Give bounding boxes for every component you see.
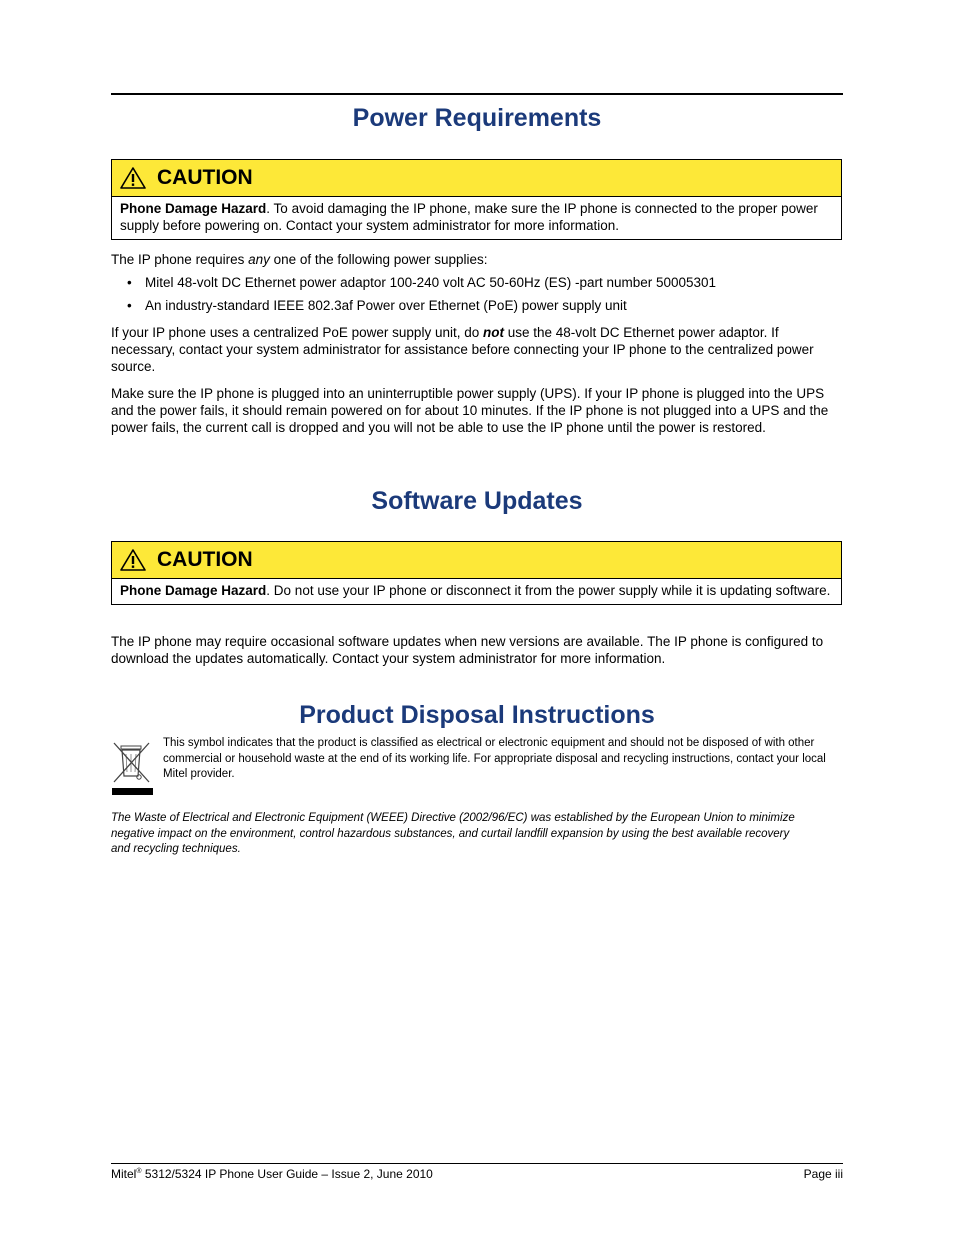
- poe-text-emphasis: not: [482, 325, 504, 340]
- software-caution-text: [112, 579, 841, 604]
- disposal-symbol-text: This symbol indicates that the product is classified as electrical or electronic equipment and should not be disposed of with other commercial or household waste at the end of its working life. For appropriate disposal and recycling instructions, contact your local Mitel provider.: [163, 737, 826, 781]
- power-caution-detail: . To avoid damaging the IP phone, make sure the IP phone is connected to the proper power supply before powering on. Contact your system administrator for more information.: [120, 201, 818, 233]
- crossed-out-wheelie-bin-icon: [111, 740, 155, 798]
- poe-text-start: If your IP phone uses a centralized PoE power supply unit, do: [111, 325, 483, 340]
- power-intro: [111, 251, 841, 268]
- poe-text-end: use the 48-volt DC Ethernet power adaptor. If necessary, contact your system administrator for assistance before connecting your IP phone to the centralized power source.: [111, 325, 814, 374]
- power-intro-start: The IP phone requires: [111, 252, 249, 267]
- software-paragraph: The IP phone may require occasional software updates when new versions are available. The IP phone is configured to download the updates automatically. Contact your system administrator for more information.: [111, 634, 824, 666]
- footer-title-text: 5312/5324 IP Phone User Guide – Issue 2, June 2010: [141, 1167, 433, 1181]
- warning-triangle-icon: [120, 549, 146, 571]
- software-updates-heading: Software Updates: [371, 487, 583, 515]
- software-caution-box: [111, 541, 842, 605]
- software-caution-detail: . Do not use your IP phone or disconnect it from the power supply while it is updating software.: [266, 583, 831, 598]
- power-caution-box: [111, 159, 842, 240]
- page-number: Page iii: [803, 1167, 843, 1181]
- product-disposal-heading: Product Disposal Instructions: [299, 701, 655, 729]
- power-supply-list: [111, 274, 841, 320]
- top-rule: [111, 93, 843, 95]
- power-requirements-heading: Power Requirements: [352, 104, 602, 132]
- registered-mark: ®: [136, 1168, 142, 1175]
- ups-paragraph: Make sure the IP phone is plugged into an uninterruptible power supply (UPS). If your IP phone is plugged into the UPS and the power fails, it should remain powered on for about 10 minutes. If the IP phone is not plugged into a UPS and the power fails, the current call is dropped and you will not be able to use the IP phone until the power is restored.: [111, 386, 829, 435]
- poe-paragraph: [111, 324, 841, 375]
- power-caution-text: [112, 197, 841, 239]
- power-intro-end: one of the following power supplies:: [269, 252, 488, 267]
- software-caution-title: CAUTION: [157, 548, 253, 571]
- list-item: • An industry-standard IEEE 802.3af Power over Ethernet (PoE) power supply unit: [111, 297, 841, 320]
- warning-triangle-icon: [120, 167, 146, 189]
- software-caution-header: [112, 542, 841, 579]
- power-caution-header: [112, 160, 841, 197]
- power-intro-emphasis: any: [248, 252, 270, 267]
- footer-rule: [111, 1163, 843, 1164]
- footer-brand: Mitel: [111, 1167, 137, 1181]
- footer-document-title: [111, 1167, 433, 1181]
- weee-directive-text: The Waste of Electrical and Electronic Equipment (WEEE) Directive (2002/96/EC) was established by the European Union to minimize negative impact on the environment, control hazardous substances, and curtail landfill expansion by using the best available recovery and recycling techniques.: [111, 812, 795, 856]
- software-caution-lead: Phone Damage Hazard: [120, 583, 267, 598]
- power-caution-title: CAUTION: [157, 166, 253, 189]
- power-caution-lead: Phone Damage Hazard: [120, 201, 267, 216]
- list-item: • Mitel 48-volt DC Ethernet power adaptor 100-240 volt AC 50-60Hz (ES) -part number 50005301: [111, 274, 841, 297]
